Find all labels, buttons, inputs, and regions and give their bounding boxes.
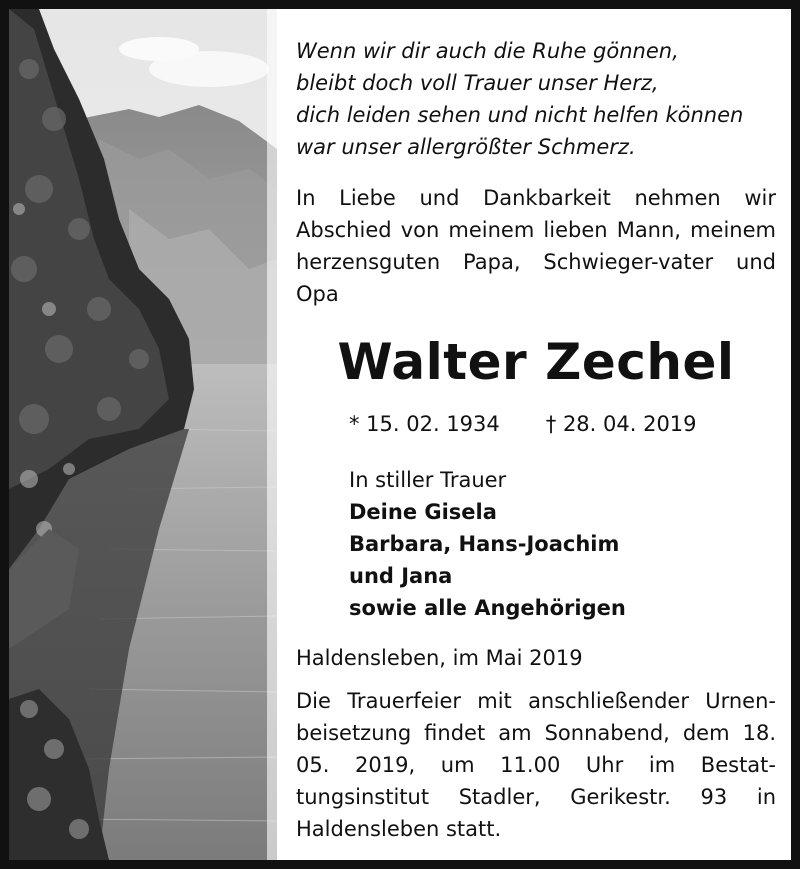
birth-date: * 15. 02. 1934: [349, 412, 500, 436]
poem-line: bleibt doch voll Trauer unser Herz,: [296, 71, 659, 95]
intro-text: In Liebe und Dankbarkeit nehmen wir Abschied von meinem lieben Mann, meinem herzensguten Papa, Schwieger-vater und Opa: [296, 186, 776, 306]
deceased-name: Walter Zechel: [337, 333, 735, 391]
death-date: † 28. 04. 2019: [545, 412, 697, 436]
funeral-service-info: Die Trauerfeier mit anschließender Urnen-beisetzung findet am Sonnabend, dem 18. 05. 2019, um 11.00 Uhr im Bestat-tungsinstitut Stadler, Gerikestr. 93 in Haldensleben statt.: [296, 689, 776, 841]
mourner-name: und Jana: [349, 564, 453, 588]
mourner-name: Deine Gisela: [349, 500, 497, 524]
poem-line: Wenn wir dir auch die Ruhe gönnen,: [296, 39, 679, 63]
mourner-name: Barbara, Hans-Joachim: [349, 532, 620, 556]
mourners-block: [296, 464, 776, 624]
lake-landscape-photo: [9, 9, 277, 860]
poem-line: dich leiden sehen und nicht helfen können: [296, 103, 744, 127]
life-dates: [296, 408, 776, 440]
mourners-heading: In stiller Trauer: [349, 468, 507, 492]
mourner-name: sowie alle Angehörigen: [349, 596, 626, 620]
poem-line: war unser allergrößter Schmerz.: [296, 135, 636, 159]
poem: [296, 35, 776, 163]
obituary-text: [296, 35, 776, 845]
place-and-date: Haldensleben, im Mai 2019: [296, 646, 583, 670]
